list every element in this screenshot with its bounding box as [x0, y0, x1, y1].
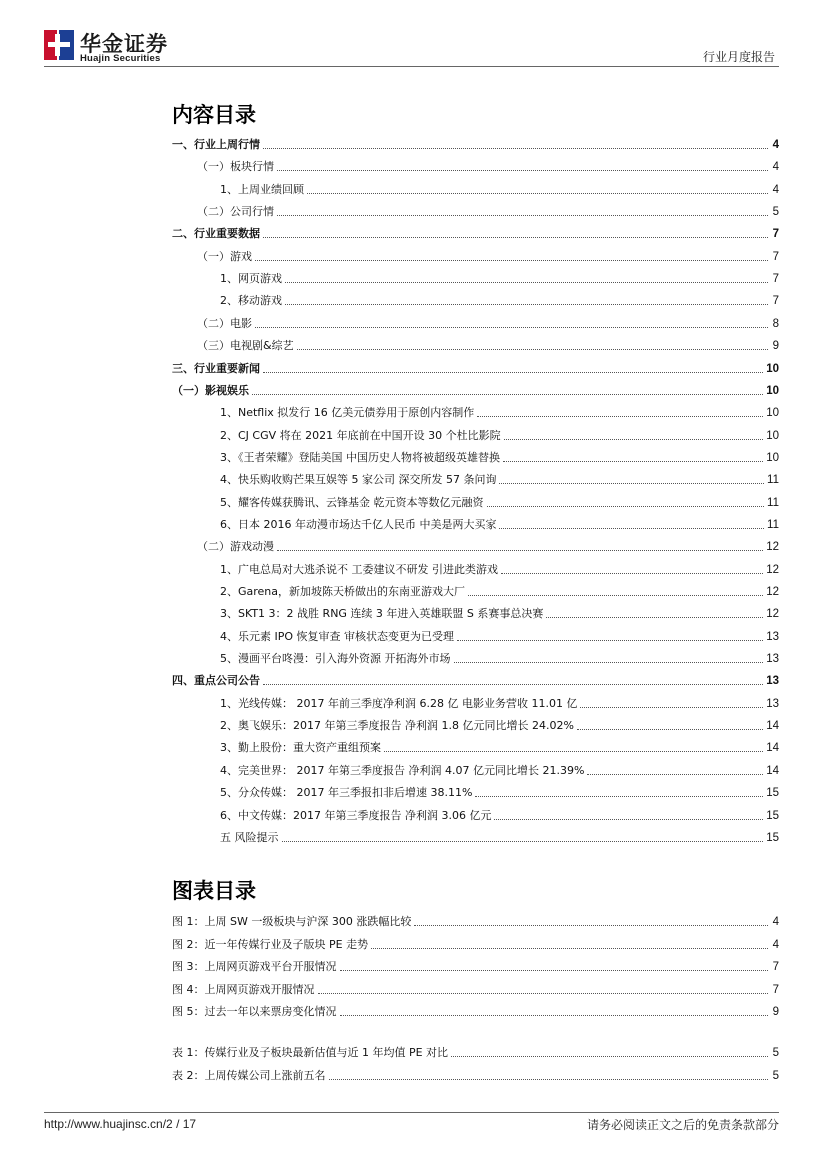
dot-leader — [277, 550, 763, 551]
dot-leader — [468, 595, 763, 596]
toc-page-number: 5 — [772, 1069, 779, 1082]
toc-page-number: 4 — [772, 161, 779, 174]
dot-leader — [580, 707, 763, 708]
toc-entry-label: 4、乐元素 IPO 恢复审查 审核状态变更为已受理 — [220, 629, 455, 643]
toc-entry-label: （二）游戏动漫 — [197, 540, 274, 554]
dot-leader — [340, 970, 769, 971]
dot-leader — [587, 774, 763, 775]
toc-entry[interactable] — [220, 829, 779, 845]
toc-entry-label: 2、奥飞娱乐：2017 年第三季度报告 净利润 1.8 亿元同比增长 24.02% — [220, 719, 574, 733]
footer-divider — [44, 1112, 779, 1113]
toc-entry[interactable] — [220, 807, 779, 823]
toc-page-number: 5 — [772, 1047, 779, 1059]
toc-entry-label: 三、行业重要新闻 — [172, 361, 260, 375]
toc-page-number: 12 — [766, 586, 779, 598]
toc-entry[interactable] — [220, 270, 779, 286]
toc-line — [0, 784, 827, 800]
toc-line — [0, 181, 827, 197]
toc-entry-label: 五 风险提示 — [220, 830, 279, 844]
toc-line — [0, 404, 827, 420]
toc-entry[interactable] — [197, 248, 779, 264]
toc-entry[interactable] — [220, 628, 779, 644]
toc-page-number: 10 — [766, 407, 779, 420]
huajin-logo-icon — [44, 30, 74, 60]
dot-leader — [457, 640, 763, 641]
toc-line — [0, 650, 827, 666]
toc-entry[interactable] — [220, 516, 779, 532]
toc-page-number: 10 — [766, 384, 779, 397]
toc-entry-label: 2、Garena，新加坡陈天桥做出的东南亚游戏大厂 — [220, 585, 466, 598]
toc-entry[interactable] — [220, 739, 779, 755]
logo-chinese-name: 华金证券 — [80, 32, 168, 56]
toc-page-number: 13 — [766, 697, 779, 710]
toc-page-number: 12 — [766, 563, 779, 576]
toc-entry[interactable] — [172, 360, 779, 376]
dot-leader — [263, 684, 763, 685]
dot-leader — [340, 1015, 769, 1016]
dot-leader — [487, 506, 765, 507]
toc-page-number: 4 — [772, 916, 779, 928]
toc-line — [0, 270, 827, 286]
toc-entry[interactable] — [172, 913, 779, 929]
toc-line — [0, 762, 827, 778]
dot-leader — [503, 461, 763, 462]
dot-leader — [371, 948, 768, 949]
dot-leader — [307, 193, 768, 194]
toc-entry[interactable] — [197, 315, 779, 331]
dot-leader — [451, 1056, 768, 1057]
toc-line — [0, 248, 827, 264]
toc-line — [0, 449, 827, 465]
toc-line — [0, 1003, 827, 1019]
toc-entry-label: （二）公司行情 — [197, 205, 274, 219]
toc-page-number: 9 — [772, 1006, 779, 1018]
toc-entry-label: 图 3：上周网页游戏平台开服情况 — [172, 960, 337, 973]
dot-leader — [255, 260, 768, 261]
toc-entry-label: 1、上周业绩回顾 — [220, 182, 304, 196]
toc-entry[interactable] — [220, 181, 779, 197]
toc-page-number: 15 — [766, 831, 779, 844]
toc-entry[interactable] — [220, 404, 779, 420]
dot-leader — [252, 394, 763, 395]
toc-entry-label: 四、重点公司公告 — [172, 674, 260, 688]
toc-entry[interactable] — [220, 449, 779, 465]
dot-leader — [285, 282, 768, 283]
toc-line — [0, 583, 827, 599]
toc-entry-label: 3、勤上股份：重大资产重组预案 — [220, 741, 381, 755]
toc-entry-label: 5、耀客传媒获腾讯、云锋基金 乾元资本等数亿元融资 — [220, 495, 484, 509]
toc-page-number: 13 — [766, 653, 779, 666]
toc-entry-label: 1、广电总局对大逃杀说不 工委建议不研发 引进此类游戏 — [220, 562, 498, 576]
toc-line — [0, 427, 827, 443]
toc-entry[interactable] — [197, 337, 779, 353]
toc-entry-label: 3、SKT1 3：2 战胜 RNG 连续 3 年进入英雄联盟 S 系赛事总决赛 — [220, 607, 544, 621]
toc-entry-label: 4、快乐购收购芒果互娱等 5 家公司 深交所发 57 条问询 — [220, 473, 497, 487]
dot-leader — [546, 617, 763, 618]
toc-entry-label: （二）电影 — [197, 316, 252, 330]
toc-entry-label: （一）游戏 — [197, 249, 252, 263]
toc-entry-label: 二、行业重要数据 — [172, 227, 260, 241]
toc-entry[interactable] — [220, 717, 779, 733]
toc-line — [0, 360, 827, 376]
toc-line — [0, 494, 827, 510]
dot-leader — [255, 327, 768, 328]
toc-page-number: 10 — [766, 429, 779, 442]
toc-page-number: 14 — [766, 742, 779, 755]
toc-entry-label: 1、Netflix 拟发行 16 亿美元债券用于原创内容制作 — [220, 406, 475, 420]
toc-page-number: 4 — [772, 139, 779, 151]
dot-leader — [285, 304, 768, 305]
toc-line — [0, 337, 827, 353]
toc-line — [0, 471, 827, 487]
toc-entry[interactable] — [197, 538, 779, 554]
toc-entry[interactable] — [220, 427, 779, 443]
toc-line — [0, 672, 827, 688]
toc-line — [0, 695, 827, 711]
toc-entry-label: （一）影视娱乐 — [172, 383, 249, 397]
page-header — [0, 0, 827, 70]
toc-line — [0, 981, 827, 997]
toc-line — [0, 717, 827, 733]
toc-entry[interactable] — [172, 225, 779, 241]
toc-line — [0, 315, 827, 331]
toc-line — [0, 958, 827, 974]
toc-page-number: 9 — [772, 340, 779, 353]
toc-entry-label: 图 4：上周网页游戏开服情况 — [172, 982, 315, 996]
toc-entry-label: 5、分众传媒： 2017 年三季报扣非后增速 38.11% — [220, 786, 473, 800]
toc-entry-label: 2、CJ CGV 将在 2021 年底前在中国开设 30 个杜比影院 — [220, 428, 501, 442]
figures-title: 图表目录 — [172, 879, 256, 903]
toc-line — [0, 1067, 827, 1083]
dot-leader — [384, 751, 763, 752]
toc-line — [0, 225, 827, 241]
dot-leader — [477, 416, 763, 417]
toc-entry[interactable] — [172, 382, 779, 398]
toc-line — [0, 516, 827, 532]
toc-page-number: 14 — [766, 764, 779, 777]
toc-entry[interactable] — [172, 958, 779, 974]
toc-entry[interactable] — [197, 203, 779, 219]
toc-entry[interactable] — [172, 672, 779, 688]
toc-line — [0, 136, 827, 152]
dot-leader — [263, 148, 768, 149]
toc-line — [0, 158, 827, 174]
toc-entry-label: 图 5：过去一年以来票房变化情况 — [172, 1005, 337, 1018]
toc-line — [0, 1044, 827, 1060]
toc-line — [0, 605, 827, 621]
toc-entry-label: 一、行业上周行情 — [172, 138, 260, 151]
toc-line — [0, 292, 827, 308]
dot-leader — [504, 439, 764, 440]
toc-line — [0, 739, 827, 755]
toc-entry-label: 图 1：上周 SW 一级板块与沪深 300 涨跌幅比较 — [172, 915, 412, 928]
toc-entry-label: 表 1：传媒行业及子板块最新估值与近 1 年均值 PE 对比 — [172, 1046, 449, 1059]
toc-entry-label: 5、漫画平台咚漫：引入海外资源 开拓海外市场 — [220, 652, 451, 666]
toc-page-number: 10 — [766, 362, 779, 375]
toc-page-number: 4 — [772, 938, 779, 951]
dot-leader — [297, 349, 768, 350]
toc-entry[interactable] — [220, 605, 779, 621]
toc-page-number: 7 — [772, 250, 779, 263]
toc-page-number: 11 — [767, 518, 779, 531]
toc-entry[interactable] — [220, 784, 779, 800]
dot-leader — [414, 925, 768, 926]
toc-page-number: 5 — [772, 206, 779, 219]
dot-leader — [277, 215, 768, 216]
toc-line — [0, 203, 827, 219]
toc-line — [0, 807, 827, 823]
toc-entry-label: 表 2：上周传媒公司上涨前五名 — [172, 1068, 326, 1082]
dot-leader — [263, 237, 768, 238]
toc-page-number: 7 — [772, 961, 779, 973]
toc-page-number: 13 — [766, 630, 779, 643]
toc-entry[interactable] — [172, 136, 779, 152]
toc-page-number: 14 — [766, 720, 779, 733]
toc-entry[interactable] — [172, 1044, 779, 1060]
dot-leader — [318, 993, 769, 994]
report-type: 行业月度报告 — [702, 50, 775, 64]
dot-leader — [494, 819, 763, 820]
toc-entry-label: 6、中文传媒：2017 年第三季度报告 净利润 3.06 亿元 — [220, 808, 492, 822]
toc-page-number: 12 — [766, 541, 779, 554]
company-logo — [44, 26, 174, 64]
dot-leader — [282, 841, 764, 842]
toc-page-number: 8 — [772, 317, 779, 330]
dot-leader — [577, 729, 763, 730]
toc-entry[interactable] — [197, 158, 779, 174]
toc-entry-label: （三）电视剧&综艺 — [197, 339, 294, 353]
toc-entry[interactable] — [220, 561, 779, 577]
toc-entry[interactable] — [220, 583, 779, 599]
toc-entry-label: 1、网页游戏 — [220, 272, 282, 286]
toc-entry-label: 6、日本 2016 年动漫市场达千亿人民币 中美是两大买家 — [220, 517, 497, 531]
toc-page-number: 12 — [766, 608, 779, 621]
toc-line — [0, 936, 827, 952]
toc-page-number: 11 — [767, 474, 779, 487]
logo-english-name: Huajin Securities — [80, 53, 161, 64]
footer-disclaimer: 请务必阅读正文之后的免责条款部分 — [586, 1118, 779, 1132]
contents-title: 内容目录 — [172, 103, 256, 127]
toc-page-number: 11 — [767, 496, 779, 509]
toc-entry[interactable] — [220, 292, 779, 308]
toc-page-number: 15 — [766, 787, 779, 800]
toc-page-number: 13 — [766, 675, 779, 688]
toc-entry[interactable] — [172, 981, 779, 997]
dot-leader — [277, 170, 768, 171]
footer-url[interactable]: http://www.huajinsc.cn/2 / 17 — [44, 1117, 197, 1131]
toc-entry[interactable] — [172, 936, 779, 952]
toc-entry[interactable] — [172, 1003, 779, 1019]
toc-entry[interactable] — [220, 695, 779, 711]
dot-leader — [499, 483, 764, 484]
toc-line — [0, 829, 827, 845]
toc-page-number: 7 — [772, 228, 779, 241]
dot-leader — [454, 662, 764, 663]
dot-leader — [475, 796, 763, 797]
toc-entry-label: 2、移动游戏 — [220, 294, 282, 308]
dot-leader — [263, 372, 763, 373]
toc-entry-label: （一）板块行情 — [197, 160, 274, 174]
toc-entry[interactable] — [220, 471, 779, 487]
toc-page-number: 7 — [772, 273, 779, 286]
toc-entry-label: 3、《王者荣耀》登陆美国 中国历史人物将被超级英雄替换 — [220, 450, 500, 464]
toc-entry-label: 1、光线传媒： 2017 年前三季度净利润 6.28 亿 电影业务营收 11.01 亿 — [220, 696, 578, 710]
dot-leader — [499, 528, 764, 529]
toc-page-number: 10 — [766, 451, 779, 464]
toc-entry[interactable] — [220, 650, 779, 666]
toc-line — [0, 382, 827, 398]
toc-line — [0, 538, 827, 554]
toc-page-number: 4 — [772, 183, 779, 196]
toc-line — [0, 628, 827, 644]
toc-page-number: 15 — [766, 809, 779, 822]
toc-entry[interactable] — [172, 1067, 779, 1083]
toc-line — [0, 561, 827, 577]
dot-leader — [501, 573, 763, 574]
header-divider — [44, 66, 779, 67]
toc-entry-label: 4、完美世界： 2017 年第三季度报告 净利润 4.07 亿元同比增长 21.39% — [220, 763, 585, 777]
toc-line — [0, 913, 827, 929]
toc-entry[interactable] — [220, 762, 779, 778]
toc-page-number: 7 — [772, 295, 779, 308]
toc-page-number: 7 — [772, 983, 779, 996]
dot-leader — [329, 1079, 769, 1080]
toc-entry[interactable] — [220, 494, 779, 510]
toc-entry-label: 图 2：近一年传媒行业及子版块 PE 走势 — [172, 937, 369, 951]
